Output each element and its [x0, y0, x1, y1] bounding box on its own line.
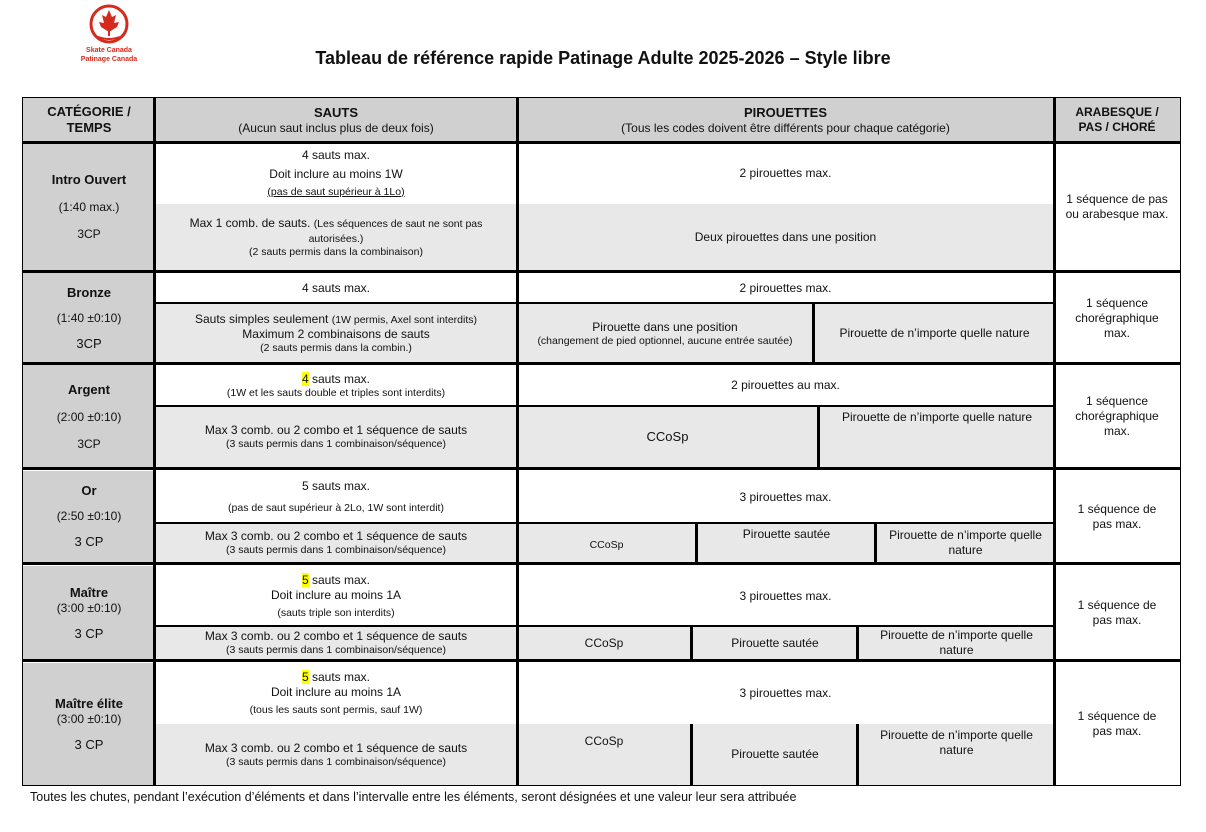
- category-cp: 3 CP: [74, 625, 104, 641]
- grid-line: [22, 97, 23, 786]
- grid-line: [856, 724, 859, 785]
- category-cp: 3 CP: [74, 534, 104, 549]
- jump-text: Max 3 comb. ou 2 combo et 1 séquence de sauts: [204, 740, 468, 755]
- maitre-spins-top: [517, 566, 1054, 626]
- bronze-sequence: [1054, 273, 1180, 363]
- elite-jumps-top: [155, 663, 517, 724]
- maitre-spin-2: [693, 626, 857, 660]
- or-spin-1: [517, 523, 696, 562]
- jump-text: Max 3 comb. ou 2 combo et 1 séquence de sauts: [204, 423, 468, 437]
- category-cp: 3CP: [77, 436, 101, 451]
- or-jumps-top: [155, 471, 517, 523]
- spin-text: CCoSp: [584, 734, 624, 748]
- or-jumps-bottom: [155, 523, 517, 562]
- spin-text: CCoSp: [584, 635, 624, 650]
- grid-line: [690, 626, 693, 660]
- maitre-spin-3: [859, 626, 1054, 660]
- jump-note: (3 sauts permis dans 1 combinaison/séquence): [225, 438, 447, 450]
- header-category-line1: CATÉGORIE /: [47, 104, 131, 119]
- jump-text: Maximum 2 combinaisons de sauts: [242, 327, 430, 341]
- category-name: Intro Ouvert: [51, 171, 127, 187]
- grid-line: [155, 405, 1054, 407]
- header-pirouettes-subtitle: (Tous les codes doivent être différents pour chaque catégorie): [621, 120, 950, 135]
- category-cp: 3CP: [76, 335, 102, 351]
- grid-line: [155, 625, 1054, 627]
- or-spin-3: [877, 523, 1054, 562]
- bronze-spins-top: [517, 273, 1054, 304]
- grid-line: [874, 523, 877, 562]
- jump-text: Max 3 comb. ou 2 combo et 1 séquence de sauts: [204, 629, 468, 643]
- jump-text: 4 sauts max.: [301, 281, 371, 295]
- category-name: Argent: [68, 381, 110, 397]
- or-spins-top: [517, 471, 1054, 523]
- grid-line: [690, 724, 693, 785]
- grid-line: [22, 362, 1181, 365]
- jump-text: Doit inclure au moins 1A: [270, 685, 402, 699]
- header-sauts-subtitle: (Aucun saut inclus plus de deux fois): [238, 120, 434, 135]
- jump-text: Doit inclure au moins 1A: [270, 587, 402, 602]
- jump-text: 5 sauts max.: [301, 479, 371, 493]
- spin-text: Deux pirouettes dans une position: [694, 230, 877, 244]
- maitre-jumps-bottom: [155, 626, 517, 660]
- grid-line: [1053, 97, 1056, 786]
- spin-text: Pirouette sautée: [742, 527, 831, 541]
- maitre-sequence: [1054, 566, 1180, 660]
- intro-jumps-top: [155, 142, 517, 204]
- grid-line: [155, 302, 1054, 304]
- jump-note: (3 sauts permis dans 1 combinaison/séquence): [225, 755, 447, 768]
- header-pirouettes-title: PIROUETTES: [743, 104, 828, 120]
- jump-note: (1W permis, Axel sont interdits): [331, 314, 478, 326]
- spin-text: 2 pirouettes au max.: [731, 378, 840, 392]
- spin-text: Pirouette de n’importe quelle nature: [880, 728, 1033, 757]
- category-time: (1:40 ±0:10): [56, 310, 122, 325]
- bronze-jumps-top: [155, 273, 517, 304]
- category-name: Maître: [69, 584, 109, 600]
- grid-line: [22, 562, 1181, 565]
- category-or: [23, 471, 155, 562]
- sequence-text: 1 séquence de pas max.: [1077, 501, 1157, 531]
- spin-text: 2 pirouettes max.: [739, 165, 832, 180]
- intro-sequence: [1054, 142, 1180, 271]
- header-category-line2: TEMPS: [66, 120, 112, 135]
- elite-spin-1: [517, 724, 691, 785]
- category-cp: 3CP: [77, 226, 101, 241]
- spin-text: 2 pirouettes max.: [739, 281, 832, 295]
- grid-line: [817, 406, 820, 468]
- header-arabesque: [1054, 98, 1180, 142]
- spin-text: CCoSp: [646, 429, 689, 444]
- category-time: (2:00 ±0:10): [56, 409, 122, 424]
- category-intro: [23, 142, 155, 271]
- jump-note: (2 sauts permis dans la combin.): [260, 342, 412, 354]
- spin-text: 3 pirouettes max.: [739, 489, 832, 504]
- argent-jumps-bottom: [155, 406, 517, 468]
- argent-spin-1: [517, 406, 818, 468]
- bronze-spin-2: [815, 304, 1054, 363]
- grid-line: [155, 522, 1054, 524]
- jump-text: Doit inclure au moins 1W: [269, 166, 403, 181]
- spin-text: Pirouette de n’importe quelle nature: [839, 326, 1030, 340]
- jump-note: (1W et les sauts double et triples sont interdits): [226, 386, 446, 399]
- grid-line: [516, 97, 519, 786]
- intro-jumps-bottom: [155, 204, 517, 271]
- jump-note: (pas de saut supérieur à 1Lo): [267, 185, 405, 198]
- maple-leaf-logo-icon: [89, 4, 129, 46]
- jump-text: Max 3 comb. ou 2 combo et 1 séquence de sauts: [204, 528, 468, 543]
- spin-text: Pirouette de n’importe quelle nature: [889, 527, 1042, 557]
- bronze-jumps-bottom: [155, 304, 517, 363]
- header-category: [23, 98, 155, 142]
- grid-line: [22, 141, 1181, 144]
- jump-note: (pas de saut supérieur à 2Lo, 1W sont interdit): [228, 502, 444, 514]
- grid-line: [695, 523, 698, 562]
- highlighted-count: 5: [301, 670, 309, 684]
- footnote: Toutes les chutes, pendant l’exécution d’éléments et dans l’intervalle entre les éléments, seront désignées et une valeur leur sera attribuée: [30, 790, 797, 804]
- spin-text: Pirouette de n’importe quelle nature: [880, 628, 1033, 657]
- sequence-text: 1 séquence de pas max.: [1077, 709, 1157, 738]
- jump-note: (sauts triple son interdits): [277, 606, 395, 619]
- sequence-text: 1 séquence de pas max.: [1077, 598, 1157, 627]
- category-name: Or: [81, 483, 97, 498]
- spin-text: Pirouette de n’importe quelle nature: [841, 410, 1033, 424]
- spin-text: 3 pirouettes max.: [739, 686, 832, 700]
- header-arabesque-line2: PAS / CHORÉ: [1078, 120, 1156, 134]
- spin-note: (changement de pied optionnel, aucune entrée sautée): [537, 334, 793, 347]
- argent-jumps-top: [155, 365, 517, 406]
- spin-text: Pirouette sautée: [731, 635, 819, 650]
- spin-text: Pirouette sautée: [731, 747, 819, 761]
- grid-line: [22, 785, 1181, 786]
- argent-sequence: [1054, 365, 1180, 468]
- or-spin-2: [698, 523, 875, 562]
- header-sauts: [155, 98, 517, 142]
- elite-spin-3: [859, 724, 1054, 785]
- logo-text-1: Skate Canada: [86, 47, 132, 54]
- grid-line: [812, 304, 815, 363]
- jump-note: (Les séquences de saut ne sont pas autorisées.): [308, 218, 483, 245]
- grid-line: [22, 467, 1181, 470]
- jump-note: (3 sauts permis dans 1 combinaison/séquence): [225, 644, 447, 656]
- grid-line: [22, 659, 1181, 662]
- category-time: (2:50 ±0:10): [56, 509, 122, 523]
- jump-text: Sauts simples seulement: [194, 312, 329, 326]
- sequence-text: 1 séquence de pas ou arabesque max.: [1065, 191, 1169, 221]
- grid-line: [153, 97, 156, 786]
- jump-text: sauts max.: [308, 572, 371, 587]
- maitre-jumps-top: [155, 566, 517, 626]
- elite-jumps-bottom: [155, 724, 517, 785]
- category-argent: [23, 365, 155, 468]
- sequence-text: 1 séquence chorégraphique max.: [1075, 295, 1159, 340]
- jump-note: (2 sauts permis dans la combinaison): [249, 246, 423, 258]
- category-cp: 3 CP: [74, 736, 104, 752]
- sequence-text: 1 séquence chorégraphique max.: [1075, 394, 1159, 438]
- category-name: Maître élite: [55, 695, 123, 711]
- grid-line: [1180, 97, 1181, 786]
- bronze-spin-1: [517, 304, 813, 363]
- logo-text-2: Patinage Canada: [80, 56, 138, 63]
- jump-text: sauts max.: [308, 371, 371, 386]
- header-sauts-title: SAUTS: [313, 104, 359, 120]
- or-sequence: [1054, 471, 1180, 562]
- spin-text: Pirouette dans une position: [592, 319, 738, 334]
- category-time: (3:00 ±0:10): [56, 600, 122, 615]
- category-time: (1:40 max.): [58, 199, 120, 214]
- category-time: (3:00 ±0:10): [56, 711, 122, 726]
- spin-text: CCoSp: [589, 539, 624, 551]
- intro-spins-top: [517, 142, 1054, 204]
- category-name: Bronze: [66, 284, 112, 300]
- category-bronze: [23, 273, 155, 363]
- header-pirouettes: [517, 98, 1054, 142]
- elite-spin-2: [693, 724, 857, 785]
- jump-note: (3 sauts permis dans 1 combinaison/séquence): [225, 543, 447, 556]
- highlighted-count: 4: [301, 371, 309, 386]
- elite-sequence: [1054, 663, 1180, 785]
- argent-spins-top: [517, 365, 1054, 406]
- category-maitre: [23, 566, 155, 660]
- category-elite: [23, 663, 155, 785]
- grid-line: [856, 626, 859, 660]
- grid-line: [22, 97, 1181, 98]
- jump-text: sauts max.: [308, 670, 371, 684]
- spin-text: 3 pirouettes max.: [739, 588, 832, 603]
- maitre-spin-1: [517, 626, 691, 660]
- grid-line: [22, 270, 1181, 273]
- jump-text: 4 sauts max.: [301, 147, 371, 162]
- highlighted-count: 5: [301, 572, 309, 587]
- header-arabesque-line1: ARABESQUE /: [1075, 105, 1159, 119]
- jump-text: Max 1 comb. de sauts.: [189, 216, 311, 230]
- page-title: Tableau de référence rapide Patinage Adulte 2025-2026 – Style libre: [315, 48, 891, 68]
- elite-spins-top: [517, 663, 1054, 724]
- jump-note: (tous les sauts sont permis, sauf 1W): [249, 704, 423, 716]
- intro-spins-bottom: [517, 204, 1054, 271]
- argent-spin-2: [820, 406, 1054, 468]
